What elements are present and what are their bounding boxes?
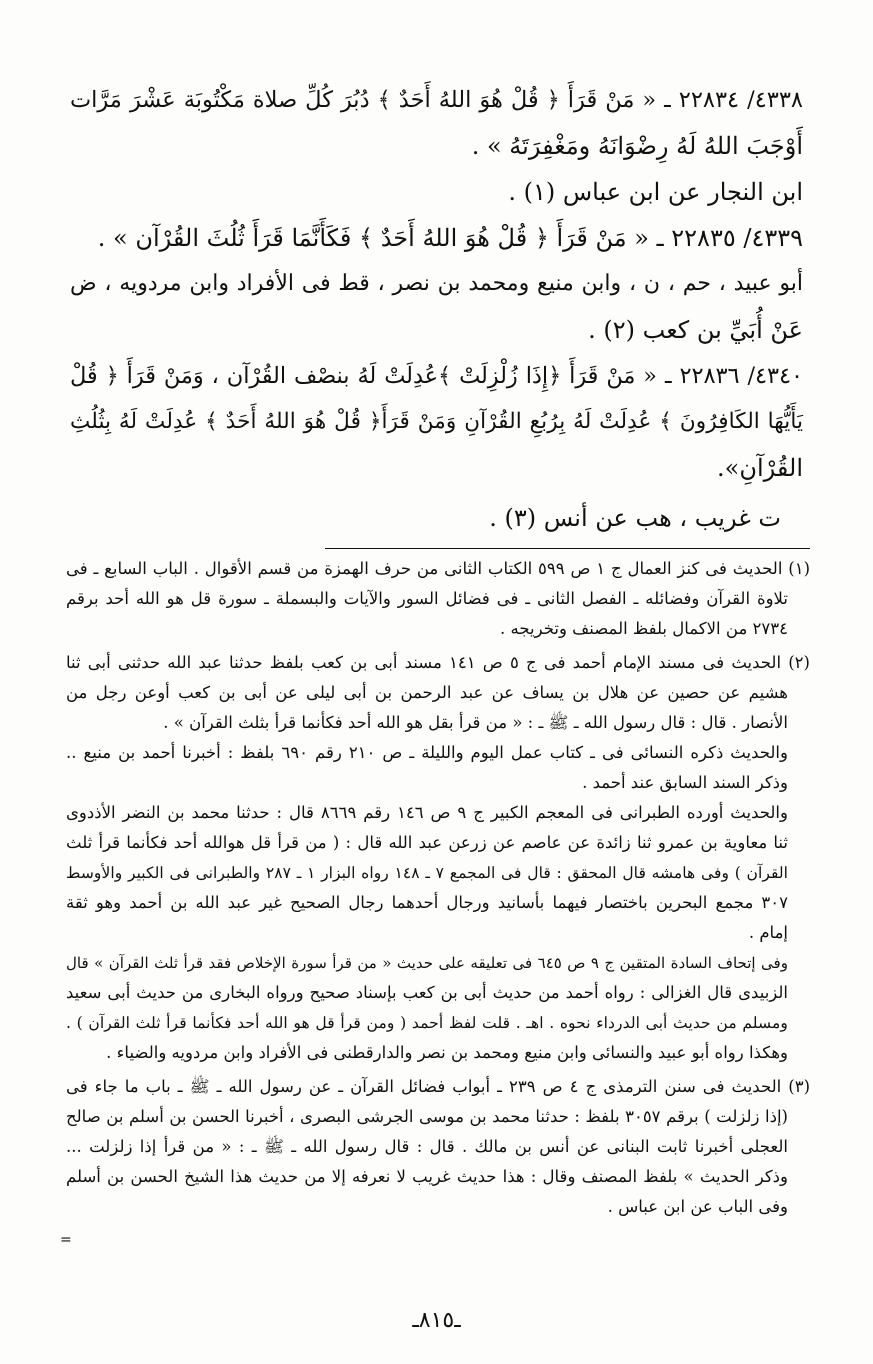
footnote-line: ومسلم من حديث أبى الدرداء نحوه . اهـ . قلت لفظ أحمد ( ومن قرأ قل هو الله أحد فكأنما قرأ ثلث القرآن ) .: [66, 1013, 788, 1032]
footnote-line: وهكذا رواه أبو عبيد والنسائى وابن منيع ومحمد بن نصر والدارقطنى فى الأفراد وابن مردويه والضياء .: [106, 1043, 788, 1062]
footnote-line: والحديث أورده الطبرانى فى المعجم الكبير ج ٩ ص ١٤٦ رقم ٨٦٦٩ قال : حدثنا محمد بن النضر الأذدوى: [66, 803, 788, 822]
footnote-line: تلاوة القرآن وفضائله ـ الفصل الثانى ـ فى فضائل السور والآيات والبسملة ـ سورة قل هو الله أحد برقم: [66, 589, 788, 608]
hadith-4340-line2: يَأَيُّهَا الكَافِرُونَ ﴾ عُدِلَتْ لَهُ بِرُبُعِ القُرْآنِ وَمَنْ قَرَأَ﴿ قُلْ هُوَ اللهُ أَحَدٌ ﴾ عُدِلَتْ لَهُ بِثُلُثِ: [70, 409, 803, 434]
footnote-line: وذكر الحديث » بلفظ المصنف وقال : هذا حديث غريب لا نعرفه إلا من حديث هذا الشيخ الحسن بن أسلم: [66, 1167, 788, 1186]
hadith-4340-line1: ٤٣٤٠/ ٢٢٨٣٦ ـ « مَنْ قَرَأَ ﴿إِذَا زُلْزِلَتْ ﴾عُدِلَتْ لَهُ بنصْف القُرْآن ، وَمَنْ قَرَأَ ﴿ قُلْ: [70, 363, 803, 389]
footnote-line: (إذا زلزلت ) برقم ٣٠٥٧ بلفظ : حدثنا محمد بن موسى الجرشى البصرى ، أخبرنا الحسن بن أسلم بن صالح: [66, 1107, 788, 1126]
footnote-line: العجلى أخبرنا ثابت البنانى عن أنس بن مالك . قال : قال رسول الله ـ ﷺ ـ : « من قرأ إذا زلزلت ...: [66, 1137, 788, 1156]
footnote-line: (٢) الحديث فى مسند الإمام أحمد فى ج ٥ ص ١٤١ مسند أبى بن كعب بلفظ حدثنا عبد الله حدثنى أبى ثنا: [66, 653, 810, 672]
footnote-line: وفى الباب عن ابن عباس .: [607, 1197, 788, 1216]
hadith-4338-line2: أَوْجَبَ اللهُ لَهُ رِضْوَانَهُ ومَغْفِرَتَهُ » .: [471, 132, 803, 160]
footnote-line: وفى إتحاف السادة المتقين ج ٩ ص ٦٤٥ فى تعليقه على حديث « من قرأ سورة الإخلاص فقد قرأ ثلث القرآن » قال: [66, 954, 788, 972]
page-number: ـ٨١٥ـ: [412, 1308, 461, 1333]
footnote-line: القرآن ) وفى هامشه قال المحقق : قال فى المجمع ٧ ـ ١٤٨ رواه البزار ١ ـ ٢٨٧ والطبرانى فى الكبير والأوسط: [66, 863, 788, 882]
footnote-separator: [325, 548, 810, 549]
footnote-line: والحديث ذكره النسائى فى ـ كتاب عمل اليوم والليلة ـ ص ٢١٠ رقم ٦٩٠ بلفظ : أخبرنا أحمد بن منيع ..: [66, 743, 788, 762]
hadith-4340-source: ت غريب ، هب عن أنس (٣) .: [489, 504, 781, 532]
hadith-4339-source-line2: عَنْ أُبَيِّ بن كعب (٢) .: [588, 316, 803, 344]
hadith-4339-source-line1: أبو عبيد ، حم ، ن ، وابن منيع ومحمد بن نصر ، قط فى الأفراد وابن مردويه ، ض: [70, 271, 803, 296]
footnote-line: ٣٠٧ مجمع البحرين باختصار فيهما بأسانيد ورجال أحدهما رجال الصحيح غير عبد الله بن أحمد وهو ثقة: [66, 893, 788, 912]
hadith-4338-line1: ٤٣٣٨/ ٢٢٨٣٤ ـ « مَنْ قَرَأَ ﴿ قُلْ هُوَ اللهُ أَحَدٌ ﴾ دُبُرَ كُلِّ صلاة مَكْتُوبَة عَشْرَ مَرَّات: [70, 87, 803, 113]
hadith-4339-line1: ٤٣٣٩/ ٢٢٨٣٥ ـ « مَنْ قَرَأَ ﴿ قُلْ هُوَ اللهُ أَحَدٌ ﴾ فَكَأَنَّمَا قَرَأَ ثُلُثَ القُرْآن » .: [97, 224, 803, 252]
footnote-line: الأنصار . قال : قال رسول الله ـ ﷺ ـ : « من قرأ بقل هو الله أحد فكأنما قرأ بثلث القرآن » .: [163, 713, 788, 732]
footnote-line: ٢٧٣٤ من الاكمال بلفظ المصنف وتخريجه .: [500, 619, 788, 638]
footnote-line: (١) الحديث فى كنز العمال ج ١ ص ٥٩٩ الكتاب الثانى من حرف الهمزة من قسم الأقوال . الباب السابع ـ فى: [66, 559, 810, 578]
hadith-4338-source: ابن النجار عن ابن عباس (١) .: [508, 178, 803, 206]
footnote-line: (٣) الحديث فى سنن الترمذى ج ٤ ص ٢٣٩ ـ أبواب فضائل القرآن ـ عن رسول الله ـ ﷺ ـ باب ما جاء فى: [66, 1077, 810, 1096]
footnote-line: الزبيدى قال الغزالى : رواه أحمد من حديث أبى بن كعب بإسناد صحيح ورواه البخارى من حديث أبى سعيد: [66, 983, 788, 1002]
footnote-line: هشيم عن حصين عن هلال بن يساف عن عبد الرحمن بن أبى ليلى عن أبى بن كعب أوعن رجل من: [66, 683, 788, 702]
hadith-4340-line3: القُرْآنِ».: [717, 454, 803, 482]
footnote-line: وذكر السند السابق عند أحمد .: [582, 773, 788, 792]
footnote-line: ثنا معاوية بن عمرو ثنا زائدة عن عاصم عن زرعن عبد الله قال : ( من قرأ قل هوالله أحد فكأنما قرأ ثلث: [66, 833, 788, 852]
footnote-line: إمام .: [748, 923, 788, 942]
margin-mark: =: [60, 1232, 72, 1248]
